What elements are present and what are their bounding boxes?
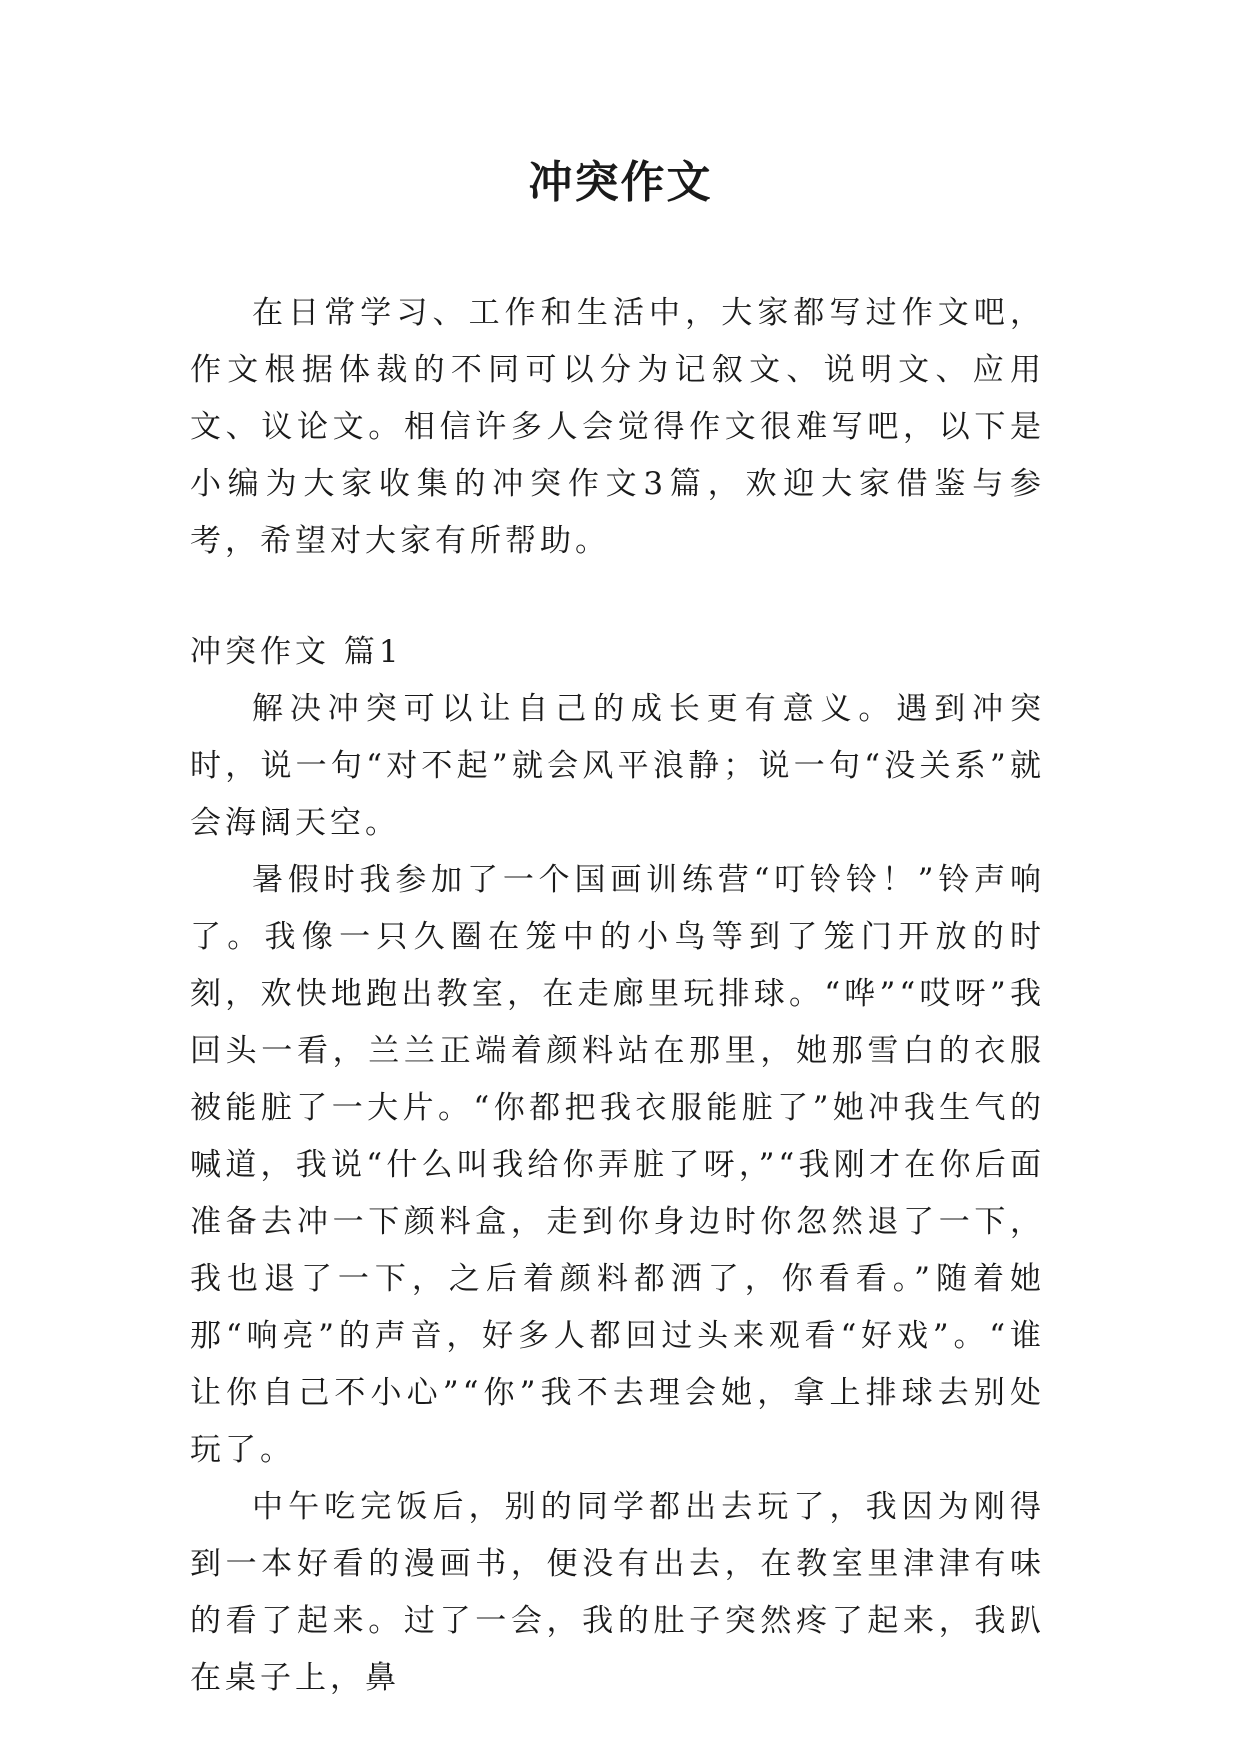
- intro-paragraph: 在日常学习、工作和生活中，大家都写过作文吧，作文根据体裁的不同可以分为记叙文、说明文、应用文、议论文。相信许多人会觉得作文很难写吧，以下是小编为大家收集的冲突作文3篇，欢迎大家借鉴与参考，希望对大家有所帮助。: [190, 295, 1045, 559]
- section-heading: 冲突作文 篇1: [190, 634, 403, 670]
- document-title: 冲突作文: [528, 157, 713, 208]
- body-paragraph: 解决冲突可以让自己的成长更有意义。遇到冲突时，说一句“对不起”就会风平浪静；说一句“没关系”就会海阔天空。: [190, 691, 1045, 841]
- body-paragraph: 暑假时我参加了一个国画训练营“叮铃铃！”铃声响了。我像一只久圈在笼中的小鸟等到了笼门开放的时刻，欢快地跑出教室，在走廊里玩排球。“哗”“哎呀”我回头一看，兰兰正端着颜料站在那里，她那雪白的衣服被能脏了一大片。“你都把我衣服能脏了”她冲我生气的喊道，我说“什么叫我给你弄脏了呀，”“我刚才在你后面准备去冲一下颜料盒，走到你身边时你忽然退了一下，我也退了一下，之后着颜料都洒了，你看看。”随着她那“响亮”的声音，好多人都回过头来观看“好戏”。“谁让你自己不小心”“你”我不去理会她，拿上排球去别处玩了。: [190, 862, 1045, 1468]
- body-paragraph: 中午吃完饭后，别的同学都出去玩了，我因为刚得到一本好看的漫画书，便没有出去，在教室里津津有味的看了起来。过了一会，我的肚子突然疼了起来，我趴在桌子上，鼻: [190, 1489, 1045, 1696]
- document-body: [190, 285, 1045, 1707]
